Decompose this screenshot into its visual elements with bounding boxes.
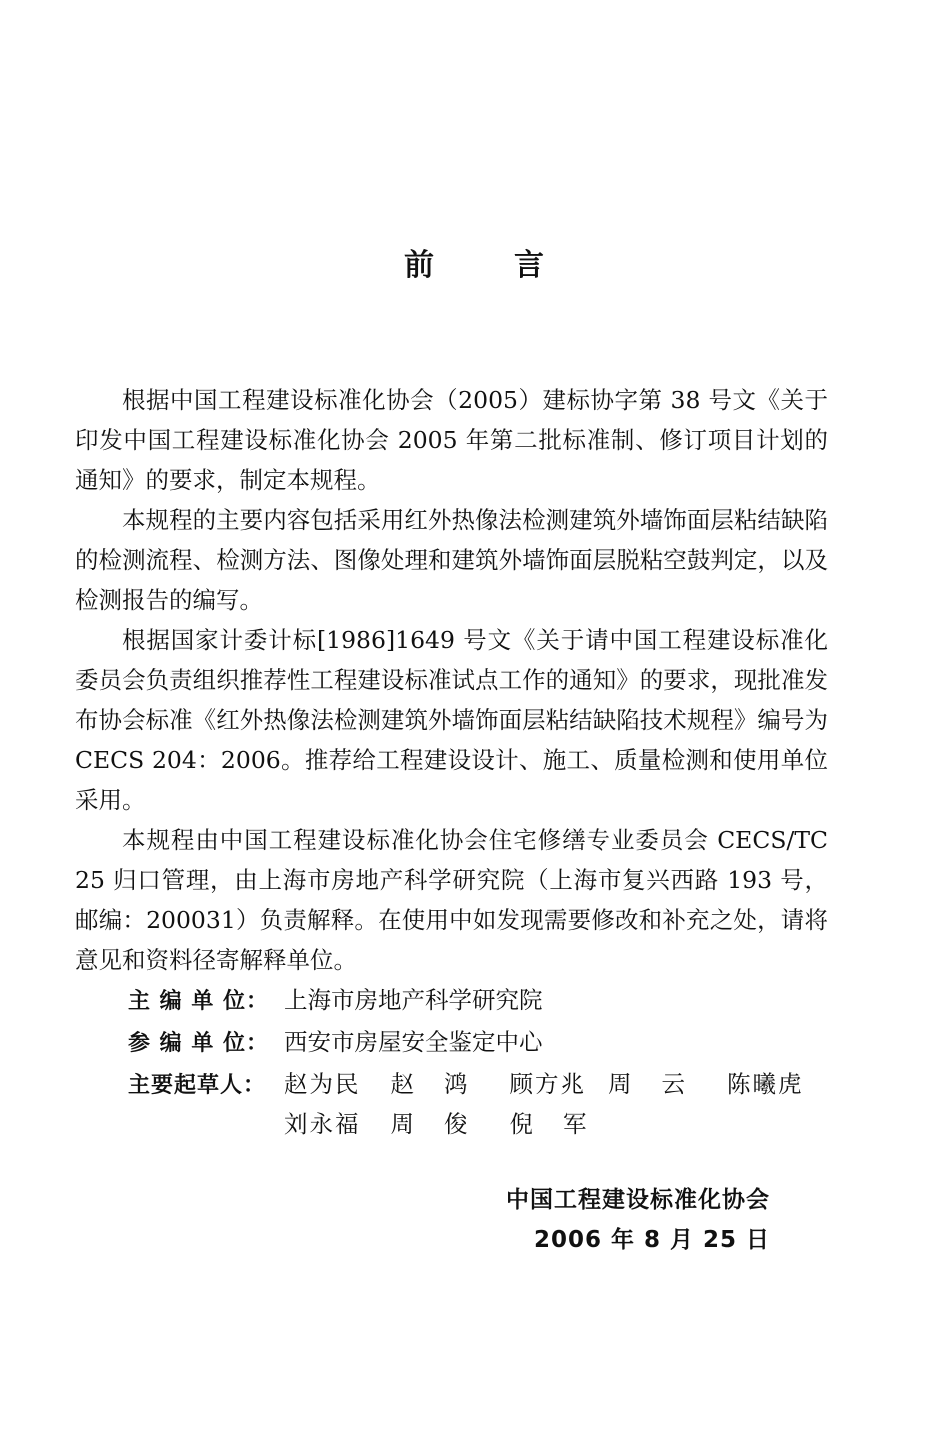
chief-editor-row <box>128 980 828 1022</box>
paragraph-3: 根据国家计委计标[1986]1649 号文《关于请中国工程建设标准化委员会负责组织推荐性工程建设标准试点工作的通知》的要求，现批准发布协会标准《红外热像法检测建筑外墙饰面层粘结缺陷技术规程》编号为 CECS 204：2006。推荐给工程建设设计、施工、质量检测和使用单位采用。 <box>75 626 828 814</box>
signoff-date: 2006 年 8 月 25 日 <box>533 1227 770 1253</box>
drafter: 周云 <box>608 1070 715 1098</box>
chief-editor-value: 上海市房地产科学研究院 <box>284 986 543 1014</box>
paragraph-4: 本规程由中国工程建设标准化协会住宅修缮专业委员会 CECS/TC 25 归口管理，由上海市房地产科学研究院（上海市复兴西路 193 号，邮编：200031）负责解释。在使用中如发现需要修改和补充之处，请将意见和资料径寄解释单位。 <box>75 826 828 974</box>
drafter: 赵鸿 <box>390 1070 498 1098</box>
title-char-2: 言 <box>514 248 546 283</box>
drafters-line-1 <box>284 1064 804 1104</box>
signoff-block <box>506 1180 770 1260</box>
preface-body <box>75 380 828 980</box>
title-char-1: 前 <box>404 248 436 283</box>
paragraph-2: 本规程的主要内容包括采用红外热像法检测建筑外墙饰面层粘结缺陷的检测流程、检测方法、图像处理和建筑外墙饰面层脱粘空鼓判定，以及检测报告的编写。 <box>75 506 828 614</box>
drafter: 赵为民 <box>284 1070 361 1098</box>
drafter: 刘永福 <box>284 1110 361 1138</box>
drafter: 陈曦虎 <box>727 1070 804 1098</box>
drafters-list <box>284 1064 804 1144</box>
signoff-organization: 中国工程建设标准化协会 <box>506 1187 770 1213</box>
credits-block <box>128 980 828 1144</box>
participant-row <box>128 1022 828 1064</box>
drafter: 倪军 <box>509 1110 617 1138</box>
drafter: 周俊 <box>390 1110 498 1138</box>
chief-editor-label: 主 编 单 位： <box>128 989 269 1014</box>
page-title <box>0 240 950 284</box>
participant-label: 参 编 单 位： <box>128 1031 269 1056</box>
participant-value: 西安市房屋安全鉴定中心 <box>284 1028 543 1056</box>
drafters-line-2 <box>284 1104 804 1144</box>
paragraph-1: 根据中国工程建设标准化协会（2005）建标协字第 38 号文《关于印发中国工程建设标准化协会 2005 年第二批标准制、修订项目计划的通知》的要求，制定本规程。 <box>75 386 828 494</box>
drafters-label: 主要起草人： <box>128 1073 267 1098</box>
drafters-row <box>128 1064 828 1144</box>
drafter: 顾方兆 <box>509 1070 586 1098</box>
